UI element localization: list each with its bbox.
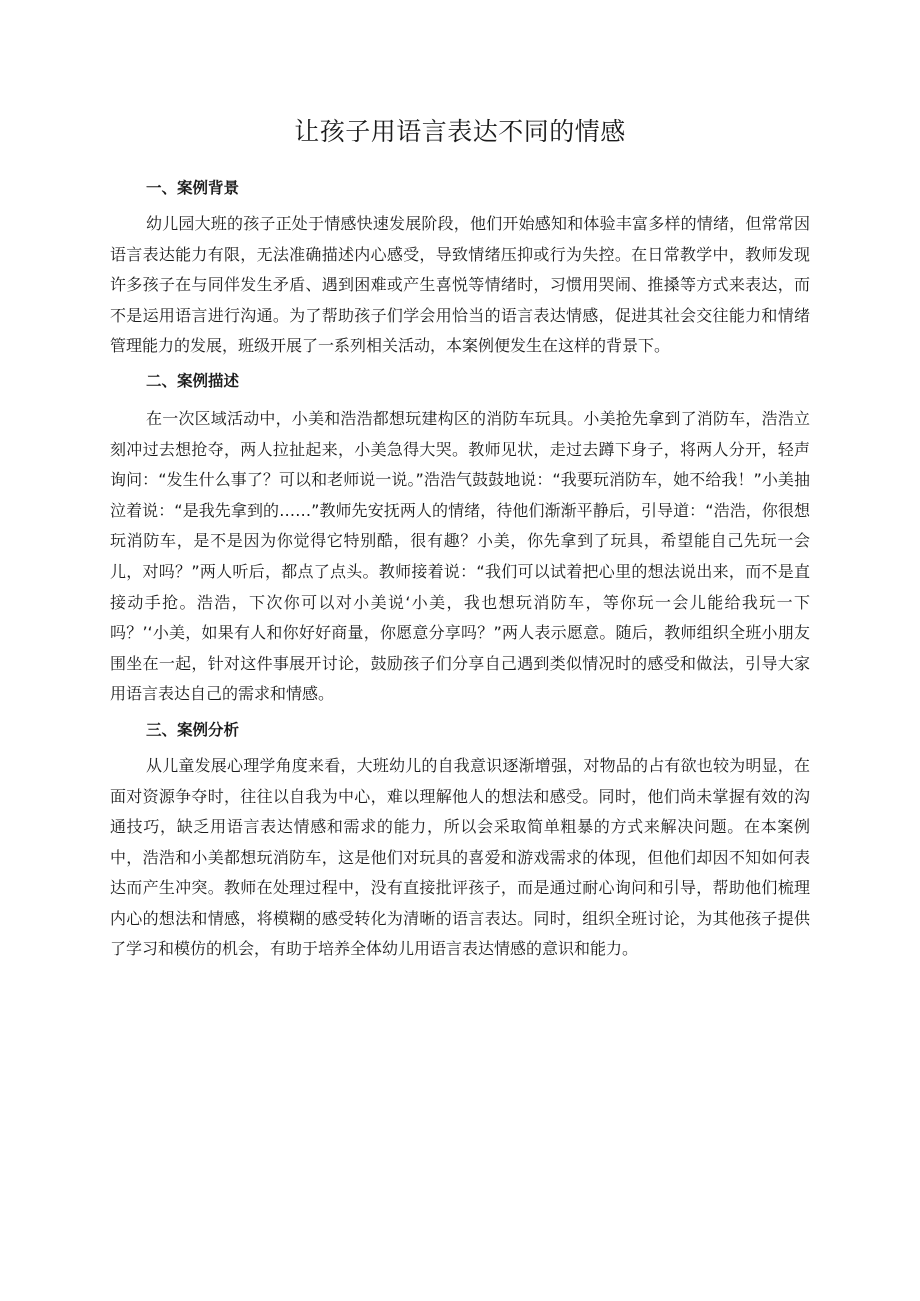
document-body bbox=[110, 172, 810, 965]
document-title: 让孩子用语言表达不同的情感 bbox=[294, 117, 626, 146]
section-heading-description: 二、案例描述 bbox=[146, 371, 240, 390]
section-heading-background: 一、案例背景 bbox=[146, 179, 240, 197]
section-paragraph-background: 幼儿园大班的孩子正处于情感快速发展阶段，他们开始感知和体验丰富多样的情绪，但常常因语言表达能力有限，无法准确描述内心感受，导致情绪压抑或行为失控。在日常教学中，教师发现许多孩子在与同伴发生矛盾、遇到困难或产生喜悦等情绪时，习惯用哭闹、推搡等方式来表达，而不是运用语言进行沟通。为了帮助孩子们学会用恰当的语言表达情感，促进其社会交往能力和情绪管理能力的发展，班级开展了一系列相关活动，本案例便发生在这样的背景下。 bbox=[110, 214, 810, 356]
section-paragraph-analysis: 从儿童发展心理学角度来看，大班幼儿的自我意识逐渐增强，对物品的占有欲也较为明显，在面对资源争夺时，往往以自我为中心，难以理解他人的想法和感受。同时，他们尚未掌握有效的沟通技巧，缺乏用语言表达情感和需求的能力，所以会采取简单粗暴的方式来解决问题。在本案例中，浩浩和小美都想玩消防车，这是他们对玩具的喜爱和游戏需求的体现，但他们却因不知如何表达而产生冲突。教师在处理过程中，没有直接批评孩子，而是通过耐心询问和引导，帮助他们梳理内心的想法和情感，将模糊的感受转化为清晰的语言表达。同时，组织全班讨论，为其他孩子提供了学习和模仿的机会，有助于培养全体幼儿用语言表达情感的意识和能力。 bbox=[110, 755, 810, 959]
section-paragraph-description: 在一次区域活动中，小美和浩浩都想玩建构区的消防车玩具。小美抢先拿到了消防车，浩浩立刻冲过去想抢夺，两人拉扯起来，小美急得大哭。教师见状，走过去蹲下身子，将两人分开，轻声询问：“发生什么事了？可以和老师说一说。”浩浩气鼓鼓地说：“我要玩消防车，她不给我！”小美抽泣着说：“是我先拿到的……”教师先安抚两人的情绪，待他们渐渐平静后，引导道：“浩浩，你很想玩消防车，是不是因为你觉得它特别酷，很有趣？小美，你先拿到了玩具，希望能自己先玩一会儿，对吗？”两人听后，都点了点头。教师接着说：“我们可以试着把心里的想法说出来，而不是直接动手抢。浩浩，下次你可以对小美说‘小美，我也想玩消防车，等你玩一会儿能给我玩一下吗？’‘小美，如果有人和你好好商量，你愿意分享吗？”两人表示愿意。随后，教师组织全班小朋友围坐在一起，针对这件事展开讨论，鼓励孩子们分享自己遇到类似情况时的感受和做法，引导大家用语言表达自己的需求和情感。 bbox=[110, 408, 810, 704]
section-heading-analysis: 三、案例分析 bbox=[146, 720, 240, 739]
